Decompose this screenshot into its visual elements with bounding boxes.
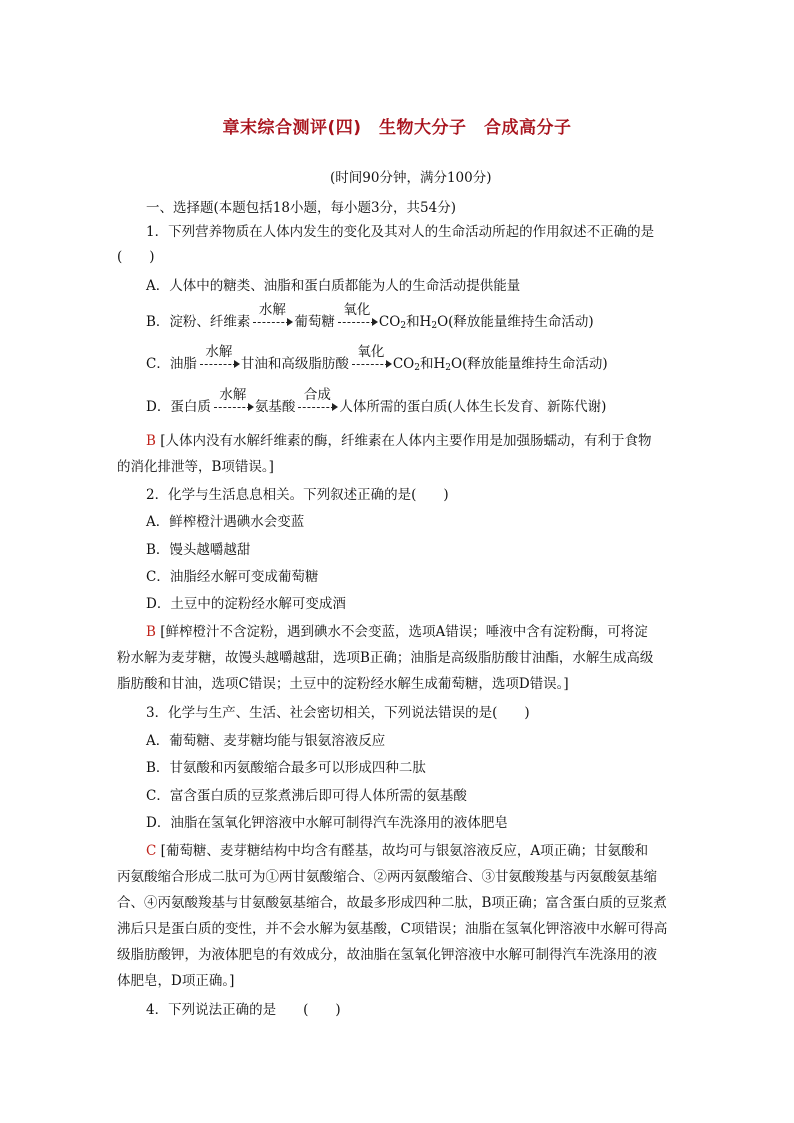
q1-option-d: D．蛋白质 水解 氨基酸 合成 人体所需的蛋白质(人体生长发育、新陈代谢)	[146, 387, 607, 415]
q3-explanation-cont: 丙氨酸缩合形成二肽可为①两甘氨酸缩合、②两丙氨酸缩合、③甘氨酸羧基与丙氨酸氨基缩	[117, 869, 657, 885]
arrow-label: 水解	[258, 302, 286, 318]
arrow-label: 水解	[219, 387, 247, 403]
q1-b-intermediate: 葡萄糖	[294, 314, 335, 330]
q1-b-reactant: B．淀粉、纤维素	[146, 314, 251, 330]
dashed-arrow-icon	[251, 302, 293, 332]
q1-option-a: A．人体中的糖类、油脂和蛋白质都能为人的生命活动提供能量	[146, 278, 521, 294]
q1-explanation: B [人体内没有水解纤维素的酶，纤维素在人体内主要作用是加强肠蠕动，有利于食物	[146, 433, 652, 449]
q2-stem: 2．化学与生活息息相关。下列叙述正确的是( )	[146, 487, 449, 503]
section-heading: 一、选择题(本题包括18小题，每小题3分，共54分)	[146, 200, 456, 216]
q2-answer: B	[146, 624, 156, 640]
q3-explanation-cont: 体肥皂，D项正确。]	[117, 973, 235, 989]
page-title: 章末综合测评(四) 生物大分子 合成高分子	[222, 118, 572, 138]
q3-explanation-cont: 级脂肪酸钾，为液体肥皂的有效成分，故油脂在氢氧化钾溶液中水解可制得汽车洗涤用的液	[117, 947, 657, 963]
dashed-arrow-icon	[212, 387, 254, 417]
time-limit: (时间90分钟，满分100分)	[330, 170, 492, 186]
q2-explanation-cont: 粉水解为麦芽糖，故馒头越嚼越甜，选项B正确；油脂是高级脂肪酸甘油酯，水解生成高级	[117, 650, 654, 666]
q3-option-b: B．甘氨酸和丙氨酸缩合最多可以形成四种二肽	[146, 760, 426, 776]
q3-answer: C	[146, 843, 157, 859]
q1-option-c: C．油脂 水解 甘油和高级脂肪酸 氧化 $CO_2$和$H_2O$(释放能量维持生命活动)	[146, 344, 608, 373]
q3-option-a: A．葡萄糖、麦芽糖均能与银氨溶液反应	[146, 733, 386, 749]
q3-explanation-cont: 合、④丙氨酸羧基与甘氨酸氨基缩合，故最多形成四种二肽，B项正确；富含蛋白质的豆浆煮	[117, 895, 667, 911]
q3-explanation: C [葡萄糖、麦芽糖结构中均含有醛基，故均可与银氨溶液反应，A项正确；甘氨酸和	[146, 843, 649, 859]
q1-c-intermediate: 甘油和高级脂肪酸	[240, 356, 349, 372]
q1-explanation-cont: 的消化排泄等，B项错误。]	[117, 459, 274, 475]
q2-option-d: D．土豆中的淀粉经水解可变成酒	[146, 596, 346, 612]
arrow-label: 氧化	[357, 344, 385, 360]
dashed-arrow-icon	[198, 344, 240, 374]
dashed-arrow-icon	[350, 344, 392, 374]
q2-option-c: C．油脂经水解可变成葡萄糖	[146, 569, 319, 585]
dashed-arrow-icon	[296, 387, 338, 417]
q3-stem: 3．化学与生产、生活、社会密切相关，下列说法错误的是( )	[146, 705, 530, 721]
q4-stem: 4．下列说法正确的是 ( )	[146, 1002, 341, 1018]
q1-option-b: B．淀粉、纤维素 水解 葡萄糖 氧化 $CO_2$和$H_2O$(释放能量维持生命活动)	[146, 302, 594, 331]
arrow-label: 合成	[303, 387, 331, 403]
q2-option-b: B．馒头越嚼越甜	[146, 542, 251, 558]
arrow-label: 氧化	[343, 302, 371, 318]
dashed-arrow-icon	[336, 302, 378, 332]
q3-option-d: D．油脂在氢氧化钾溶液中水解可制得汽车洗涤用的液体肥皂	[146, 815, 508, 831]
q1-c-reactant: C．油脂	[146, 356, 197, 372]
q2-explanation: B [鲜榨橙汁不含淀粉，遇到碘水不会变蓝，选项A错误；唾液中含有淀粉酶，可将淀	[146, 624, 648, 640]
arrow-label: 水解	[205, 344, 233, 360]
q1-d-reactant: D．蛋白质	[146, 399, 211, 415]
q1-answer: B	[146, 433, 156, 449]
q1-stem: 1．下列营养物质在人体内发生的变化及其对人的生命活动所起的作用叙述不正确的是	[146, 224, 655, 240]
q3-option-c: C．富含蛋白质的豆浆煮沸后即可得人体所需的氨基酸	[146, 788, 467, 804]
q1-blank: ( )	[117, 249, 155, 265]
q3-explanation-cont: 沸后只是蛋白质的变性，并不会水解为氨基酸，C项错误；油脂在氢氧化钾溶液中水解可得高	[117, 921, 668, 937]
q1-d-intermediate: 氨基酸	[254, 399, 296, 415]
q2-option-a: A．鲜榨橙汁遇碘水会变蓝	[146, 514, 305, 530]
q2-explanation-cont: 脂肪酸和甘油，选项C错误；土豆中的淀粉经水解生成葡萄糖，选项D错误。]	[117, 676, 569, 692]
